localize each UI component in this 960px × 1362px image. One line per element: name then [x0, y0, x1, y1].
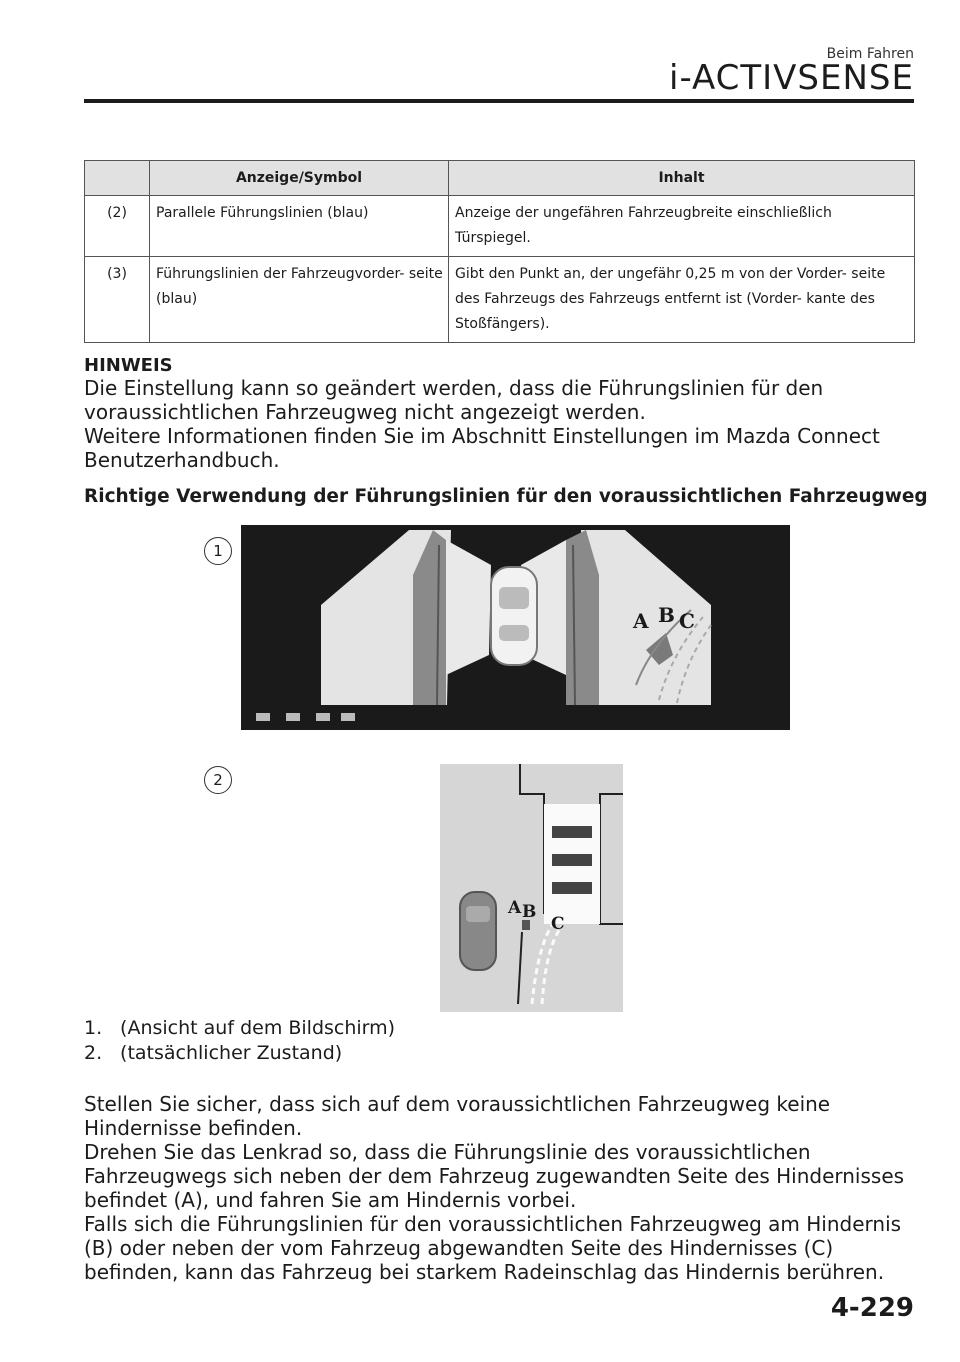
section-label: Beim Fahren — [826, 46, 914, 62]
chapter-title: i-ACTIVSENSE — [669, 58, 914, 98]
table-cell-content: Anzeige der ungefähren Fahrzeugbreite einschließlich Türspiegel. — [449, 196, 915, 257]
caption-text: (tatsächlicher Zustand) — [120, 1042, 343, 1064]
actual-situation-drawing — [440, 764, 623, 1012]
table-row — [85, 196, 915, 257]
table-header-cell: Anzeige/Symbol — [150, 161, 449, 196]
body-paragraph: Stellen Sie sicher, dass sich auf dem voraussichtlichen Fahrzeugweg keine Hindernisse befinden. — [84, 1092, 831, 1140]
info-table — [84, 160, 915, 343]
letter-a: A — [633, 609, 649, 633]
table-header-cell — [85, 161, 150, 196]
screen-view-illustration — [241, 525, 790, 730]
note-paragraph: Die Einstellung kann so geändert werden, dass die Führungslinien für den voraussichtlichen Fahrzeugweg nicht angezeigt werden. — [84, 376, 824, 424]
table-row — [85, 257, 915, 343]
note-label: HINWEIS — [84, 355, 173, 376]
note-body — [84, 376, 904, 472]
caption-number: 2. — [84, 1042, 103, 1064]
body-paragraph: Drehen Sie das Lenkrad so, dass die Führungslinie des voraussichtlichen Fahrzeugwegs sich neben der dem Fahrzeug zugewandten Seite des Hindernisses befindet (A), und fahren Sie am Hindernis vorbei. — [84, 1140, 905, 1212]
table-cell-num: (2) — [85, 196, 150, 257]
table-cell-symbol: Führungslinien der Fahrzeugvorder- seite (blau) — [150, 257, 449, 343]
letter-a: A — [508, 898, 522, 918]
figure-1-marker: 1 — [204, 537, 232, 565]
header-divider — [84, 99, 914, 103]
caption-item — [84, 1041, 395, 1066]
letter-b: B — [522, 902, 537, 922]
table-cell-content: Gibt den Punkt an, der ungefähr 0,25 m von der Vorder- seite des Fahrzeugs des Fahrzeugs entfernt ist (Vorder- kante des Stoßfängers). — [449, 257, 915, 343]
sub-heading: Richtige Verwendung der Führungslinien für den voraussichtlichen Fahrzeugweg — [84, 486, 928, 507]
letter-c: C — [551, 914, 565, 934]
caption-text: (Ansicht auf dem Bildschirm) — [120, 1017, 396, 1039]
letter-b: B — [658, 603, 675, 627]
page-number: 4-229 — [830, 1293, 914, 1323]
actual-situation-illustration — [440, 764, 623, 1012]
caption-item — [84, 1016, 395, 1041]
body-text — [84, 1092, 924, 1284]
table-cell-symbol: Parallele Führungslinien (blau) — [150, 196, 449, 257]
table-cell-num: (3) — [85, 257, 150, 343]
body-paragraph: Falls sich die Führungslinien für den voraussichtlichen Fahrzeugweg am Hindernis (B) oder neben der vom Fahrzeug abgewandten Seite des Hindernisses (C) befinden, kann das Fahrzeug bei starkem Radeinschlag das Hindernis berühren. — [84, 1212, 902, 1284]
figure-2-marker: 2 — [204, 766, 232, 794]
figure-captions — [84, 1016, 395, 1066]
caption-number: 1. — [84, 1017, 103, 1039]
note-paragraph: Weitere Informationen finden Sie im Abschnitt Einstellungen im Mazda Connect Benutzerhandbuch. — [84, 424, 880, 472]
table-header-cell: Inhalt — [449, 161, 915, 196]
letter-c: C — [679, 609, 695, 633]
screen-view-drawing — [241, 525, 790, 730]
table-header-row — [85, 161, 915, 196]
